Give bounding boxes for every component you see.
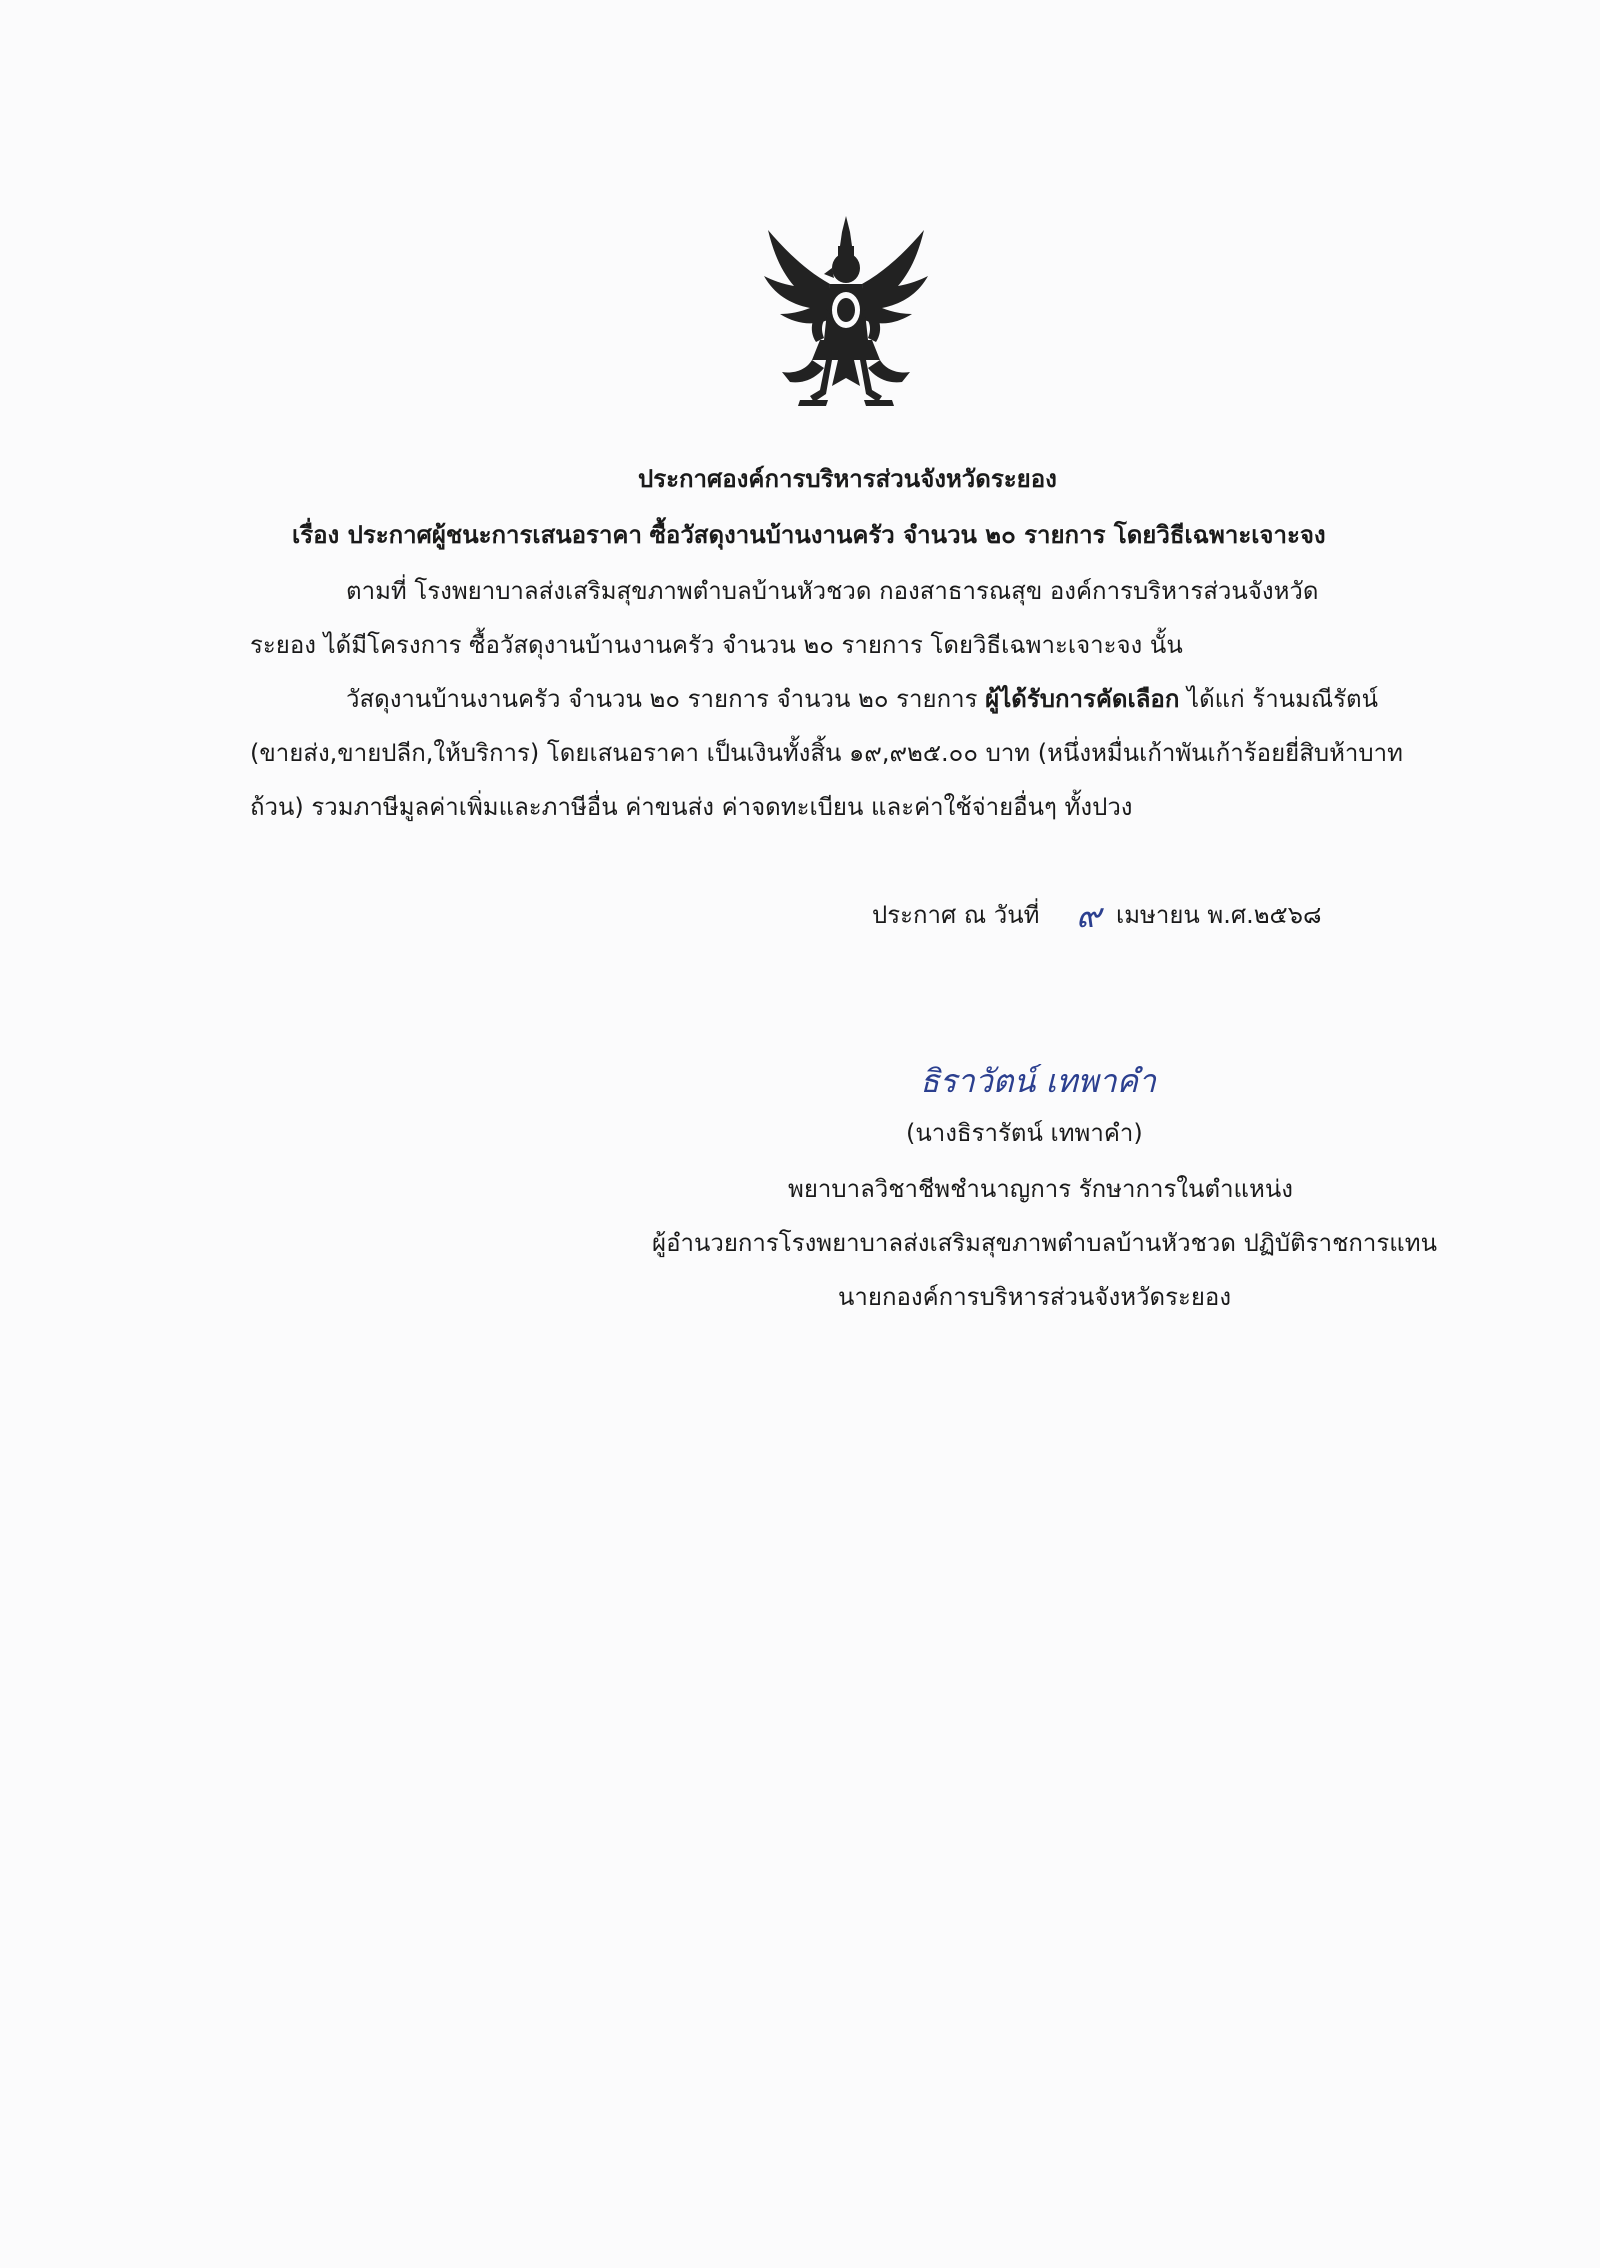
subject-text: ซื้อวัสดุงานบ้านงานครัว จำนวน ๒๐ รายการ โดยวิธีเฉพาะเจาะจง	[649, 521, 1326, 549]
paragraph-1-line-2: ระยอง ได้มีโครงการ ซื้อวัสดุงานบ้านงานครัว จำนวน ๒๐ รายการ โดยวิธีเฉพาะเจาะจง นั้น	[250, 631, 1183, 659]
handwritten-signature: ธิราวัตน์ เทพาคำ	[920, 1062, 1156, 1100]
signer-position-2: ผู้อำนวยการโรงพยาบาลส่งเสริมสุขภาพตำบลบ้านหัวชวด ปฏิบัติราชการแทน	[652, 1229, 1437, 1257]
paragraph-2-line-1	[346, 682, 1378, 716]
signer-position-1: พยาบาลวิชาชีพชำนาญการ รักษาการในตำแหน่ง	[788, 1175, 1293, 1203]
handwritten-day: ๙	[1076, 896, 1101, 936]
item-description: วัสดุงานบ้านงานครัว จำนวน ๒๐ รายการ จำนวน ๒๐ รายการ	[346, 685, 978, 713]
paragraph-2-line-2: (ขายส่ง,ขายปลีก,ให้บริการ) โดยเสนอราคา เป็นเงินทั้งสิ้น ๑๙,๙๒๕.๐๐ บาท (หนึ่งหมื่นเก้าพันเก้าร้อยยี่สิบห้าบาท	[250, 739, 1403, 767]
paragraph-1-line-1: ตามที่ โรงพยาบาลส่งเสริมสุขภาพตำบลบ้านหัวชวด กองสาธารณสุข องค์การบริหารส่วนจังหวัด	[346, 577, 1319, 605]
paragraph-2-line-3: ถ้วน) รวมภาษีมูลค่าเพิ่มและภาษีอื่น ค่าขนส่ง ค่าจดทะเบียน และค่าใช้จ่ายอื่นๆ ทั้งปวง	[250, 793, 1133, 821]
document-subject	[292, 518, 1326, 552]
selected-label: ผู้ได้รับการคัดเลือก	[985, 685, 1180, 713]
vendor-name: ได้แก่ ร้านมณีรัตน์	[1187, 685, 1379, 713]
garuda-emblem-icon	[760, 210, 932, 410]
signer-name: (นางธิรารัตน์ เทพาคำ)	[906, 1119, 1143, 1147]
subject-label: เรื่อง ประกาศผู้ชนะการเสนอราคา	[292, 521, 642, 549]
announcement-date-suffix: เมษายน พ.ศ.๒๕๖๘	[1116, 901, 1322, 929]
signer-position-3: นายกองค์การบริหารส่วนจังหวัดระยอง	[838, 1283, 1232, 1311]
announcement-date-prefix: ประกาศ ณ วันที่	[872, 901, 1040, 929]
document-title: ประกาศองค์การบริหารส่วนจังหวัดระยอง	[638, 465, 1057, 493]
